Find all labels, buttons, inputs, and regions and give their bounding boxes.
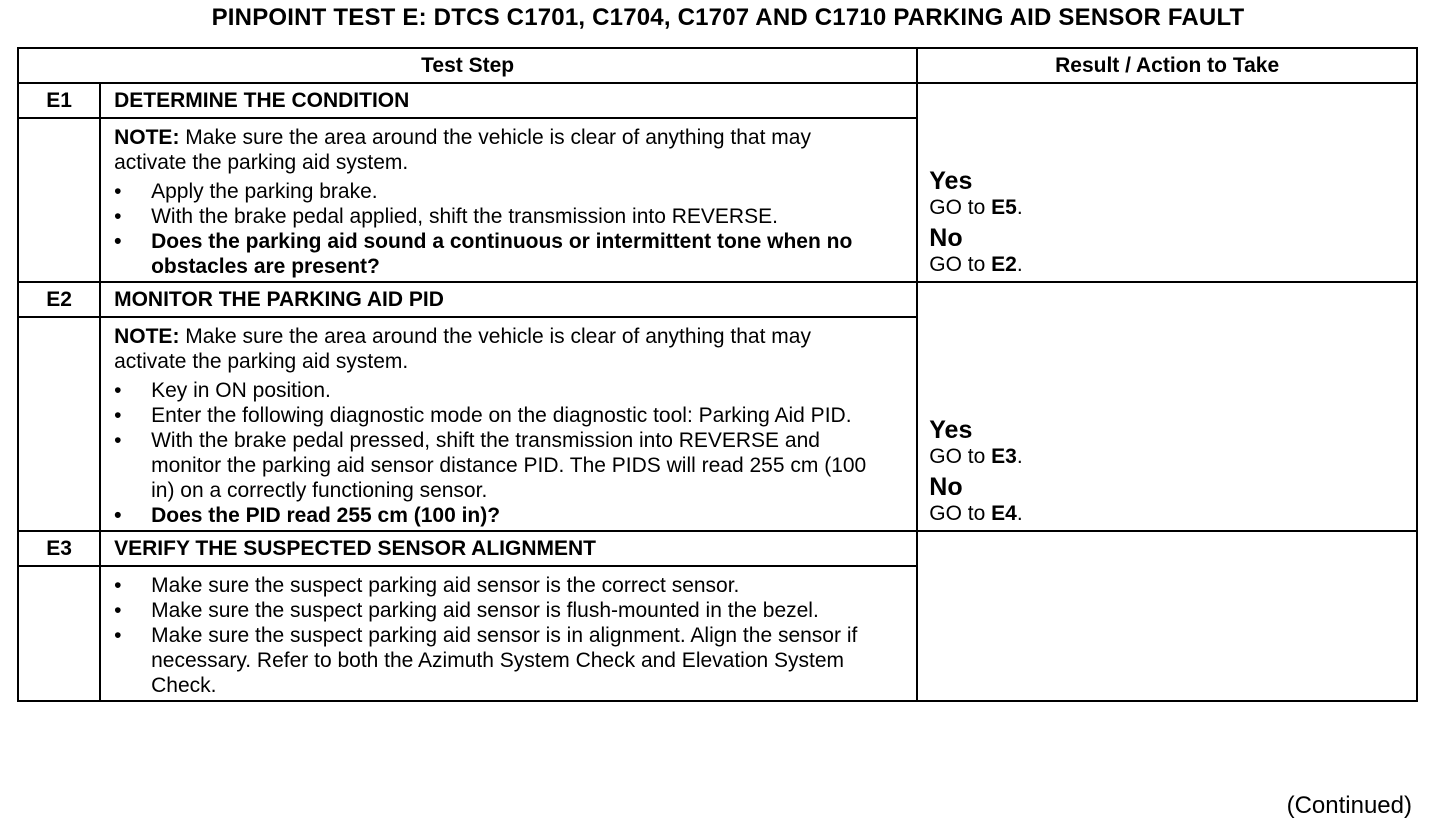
result-no-e2	[929, 473, 1406, 526]
result-action-suffix: .	[1016, 196, 1023, 219]
step-heading-e2: MONITOR THE PARKING AID PID	[100, 282, 917, 317]
step-note	[114, 125, 886, 175]
step-heading-e3: VERIFY THE SUSPECTED SENSOR ALIGNMENT	[100, 531, 917, 566]
step-question: • Does the PID read 255 cm (100 in)?	[114, 503, 886, 528]
step-body-e3	[100, 566, 917, 701]
result-action-suffix: .	[1016, 502, 1023, 525]
step-id-e3: E3	[18, 531, 100, 566]
result-action-text: GO to	[929, 253, 992, 276]
step-id-e2: E2	[18, 282, 100, 317]
result-action	[929, 195, 1406, 220]
result-cell-e2	[917, 282, 1417, 531]
note-label: NOTE:	[114, 325, 180, 348]
note-text: Make sure the area around the vehicle is clear of anything that may activate the parking aid system.	[114, 325, 811, 373]
list-item: • Apply the parking brake.	[114, 179, 886, 204]
pinpoint-test-table	[17, 47, 1418, 702]
page-title: PINPOINT TEST E: DTCS C1701, C1704, C1707 AND C1710 PARKING AID SENSOR FAULT	[211, 4, 1245, 31]
step-heading-e1: DETERMINE THE CONDITION	[100, 83, 917, 118]
result-target-link[interactable]: E4	[991, 502, 1017, 525]
note-text: Make sure the area around the vehicle is clear of anything that may activate the parking aid system.	[114, 126, 811, 174]
result-target-link[interactable]: E3	[991, 445, 1017, 468]
result-action	[929, 444, 1406, 469]
result-yes-e1	[929, 167, 1406, 220]
result-action-suffix: .	[1016, 253, 1023, 276]
header-test-step: Test Step	[18, 48, 917, 83]
step-id-e1: E1	[18, 83, 100, 118]
list-item: • Make sure the suspect parking aid sensor is in alignment. Align the sensor if necessary. Refer to both the Azimuth System Check and Elevation System Check.	[114, 623, 886, 698]
continued-label: (Continued)	[1286, 792, 1412, 819]
result-label-yes: Yes	[929, 167, 973, 195]
result-action-text: GO to	[929, 196, 992, 219]
step-id-blank	[18, 317, 100, 531]
result-cell-e3	[917, 531, 1417, 701]
header-result: Result / Action to Take	[917, 48, 1417, 83]
result-yes-e2	[929, 416, 1406, 469]
note-label: NOTE:	[114, 126, 180, 149]
step-body-e1	[100, 118, 917, 282]
list-item: • With the brake pedal applied, shift the transmission into REVERSE.	[114, 204, 886, 229]
result-action-suffix: .	[1016, 445, 1023, 468]
result-label-no: No	[929, 224, 963, 252]
step-id-blank	[18, 566, 100, 701]
result-action	[929, 501, 1406, 526]
result-action	[929, 252, 1406, 277]
result-target-link[interactable]: E2	[991, 253, 1017, 276]
result-label-no: No	[929, 473, 963, 501]
result-no-e1	[929, 224, 1406, 277]
step-row-e1	[18, 83, 1417, 118]
list-item: • With the brake pedal pressed, shift the transmission into REVERSE and monitor the parking aid sensor distance PID. The PIDS will read 255 cm (100 in) on a correctly functioning sensor.	[114, 428, 886, 503]
list-item: • Key in ON position.	[114, 378, 886, 403]
list-item: • Make sure the suspect parking aid sensor is flush-mounted in the bezel.	[114, 598, 886, 623]
step-bullets	[114, 378, 886, 528]
result-cell-e1	[917, 83, 1417, 282]
step-bullets	[114, 573, 886, 698]
result-target-link[interactable]: E5	[991, 196, 1017, 219]
result-action-text: GO to	[929, 445, 992, 468]
result-action-text: GO to	[929, 502, 992, 525]
result-label-yes: Yes	[929, 416, 973, 444]
step-row-e2	[18, 282, 1417, 317]
step-body-e2	[100, 317, 917, 531]
step-bullets	[114, 179, 886, 279]
step-question: • Does the parking aid sound a continuous or intermittent tone when no obstacles are present?	[114, 229, 886, 279]
table-header-row	[18, 48, 1417, 83]
step-id-blank	[18, 118, 100, 282]
list-item: • Make sure the suspect parking aid sensor is the correct sensor.	[114, 573, 886, 598]
step-row-e3	[18, 531, 1417, 566]
step-note	[114, 324, 886, 374]
list-item: • Enter the following diagnostic mode on the diagnostic tool: Parking Aid PID.	[114, 403, 886, 428]
